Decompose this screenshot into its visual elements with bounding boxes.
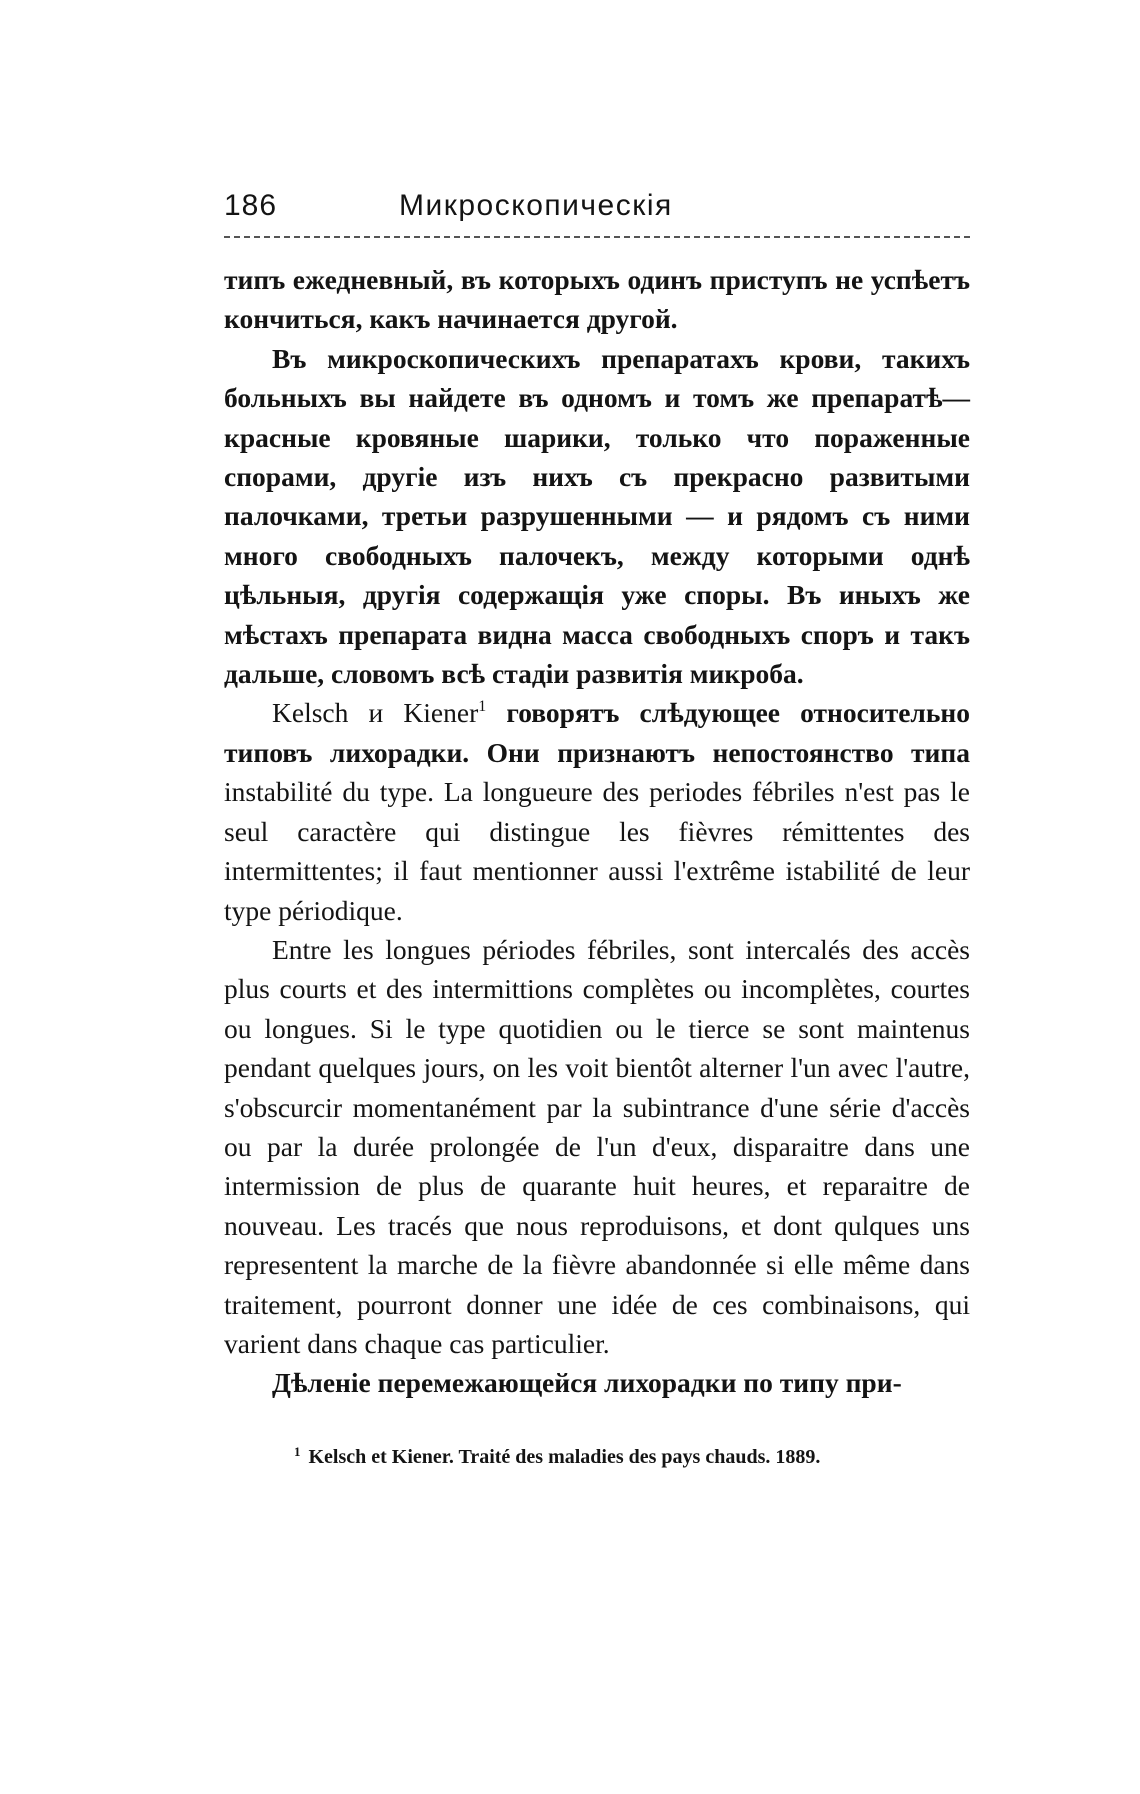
footnote <box>224 1443 970 1471</box>
kelsch-french-text: instabilité du type. La longueure des periodes fébriles n'est pas le seul caractère qui distingue les fièvres rémittentes des intermittentes; il faut mentionner aussi l'extrême istabilité de leur type périodique. <box>224 776 970 926</box>
header-rule <box>224 236 970 238</box>
footnote-number: 1 <box>294 1443 301 1459</box>
kelsch-russian-text: говорятъ слѣдующее относительно типовъ лихорадки. Они признаютъ непостоянство типа <box>224 697 970 768</box>
paragraph-kelsch-kiener <box>224 693 970 929</box>
page-number: 186 <box>224 189 278 222</box>
footnote-text: Kelsch et Kiener. Traité des maladies des pays chauds. 1889. <box>308 1445 821 1468</box>
paragraph-french-quote: Entre les longues périodes fébriles, sont intercalés des accès plus courts et des intermittions complètes ou incomplètes, courtes ou longues. Si le type quotidien ou le tierce se sont maintenus pendant quelques jours, on les voit bientôt alterner l'un avec l'autre, s'obscurcir momentanément par la subintrance d'une série d'accès ou par la durée prolongée de l'un d'eux, disparaitre dans une intermission de plus de quarante huit heures, et reparaitre de nouveau. Les tracés que nous reproduisons, et dont qulques uns representent la marche de la fièvre abandonnée si elle même dans traitement, pourront donner une idée de ces combinaisons, qui varient dans chaque cas particulier. <box>224 933 970 1359</box>
paragraph-division: Дѣленіе перемежающейся лихорадки по типу при- <box>272 1367 902 1399</box>
paragraph-continuation: типъ ежедневный, въ которыхъ одинъ приступъ не успѣетъ кончиться, какъ начинается другой. <box>224 264 970 335</box>
body-text <box>224 260 970 1403</box>
page-header <box>224 186 970 238</box>
footnote-marker: 1 <box>478 698 487 716</box>
running-title: Микроскопическія <box>399 189 673 222</box>
kelsch-lead: Kelsch и Kiener <box>272 697 479 729</box>
book-page <box>224 186 970 1471</box>
paragraph-microscopy: Въ микроскопическихъ препаратахъ крови, такихъ больныхъ вы найдете въ одномъ и томъ же препаратѣ—красные кровяные шарики, только что пораженные спорами, другіе изъ нихъ съ прекрасно развитыми палочками, третьи разрушенными — и рядомъ съ ними много свободныхъ палочекъ, между которыми однѣ цѣльныя, другія содержащія уже споры. Въ иныхъ же мѣстахъ препарата видна масса свободныхъ споръ и такъ дальше, словомъ всѣ стадіи развитія микроба. <box>224 342 970 690</box>
